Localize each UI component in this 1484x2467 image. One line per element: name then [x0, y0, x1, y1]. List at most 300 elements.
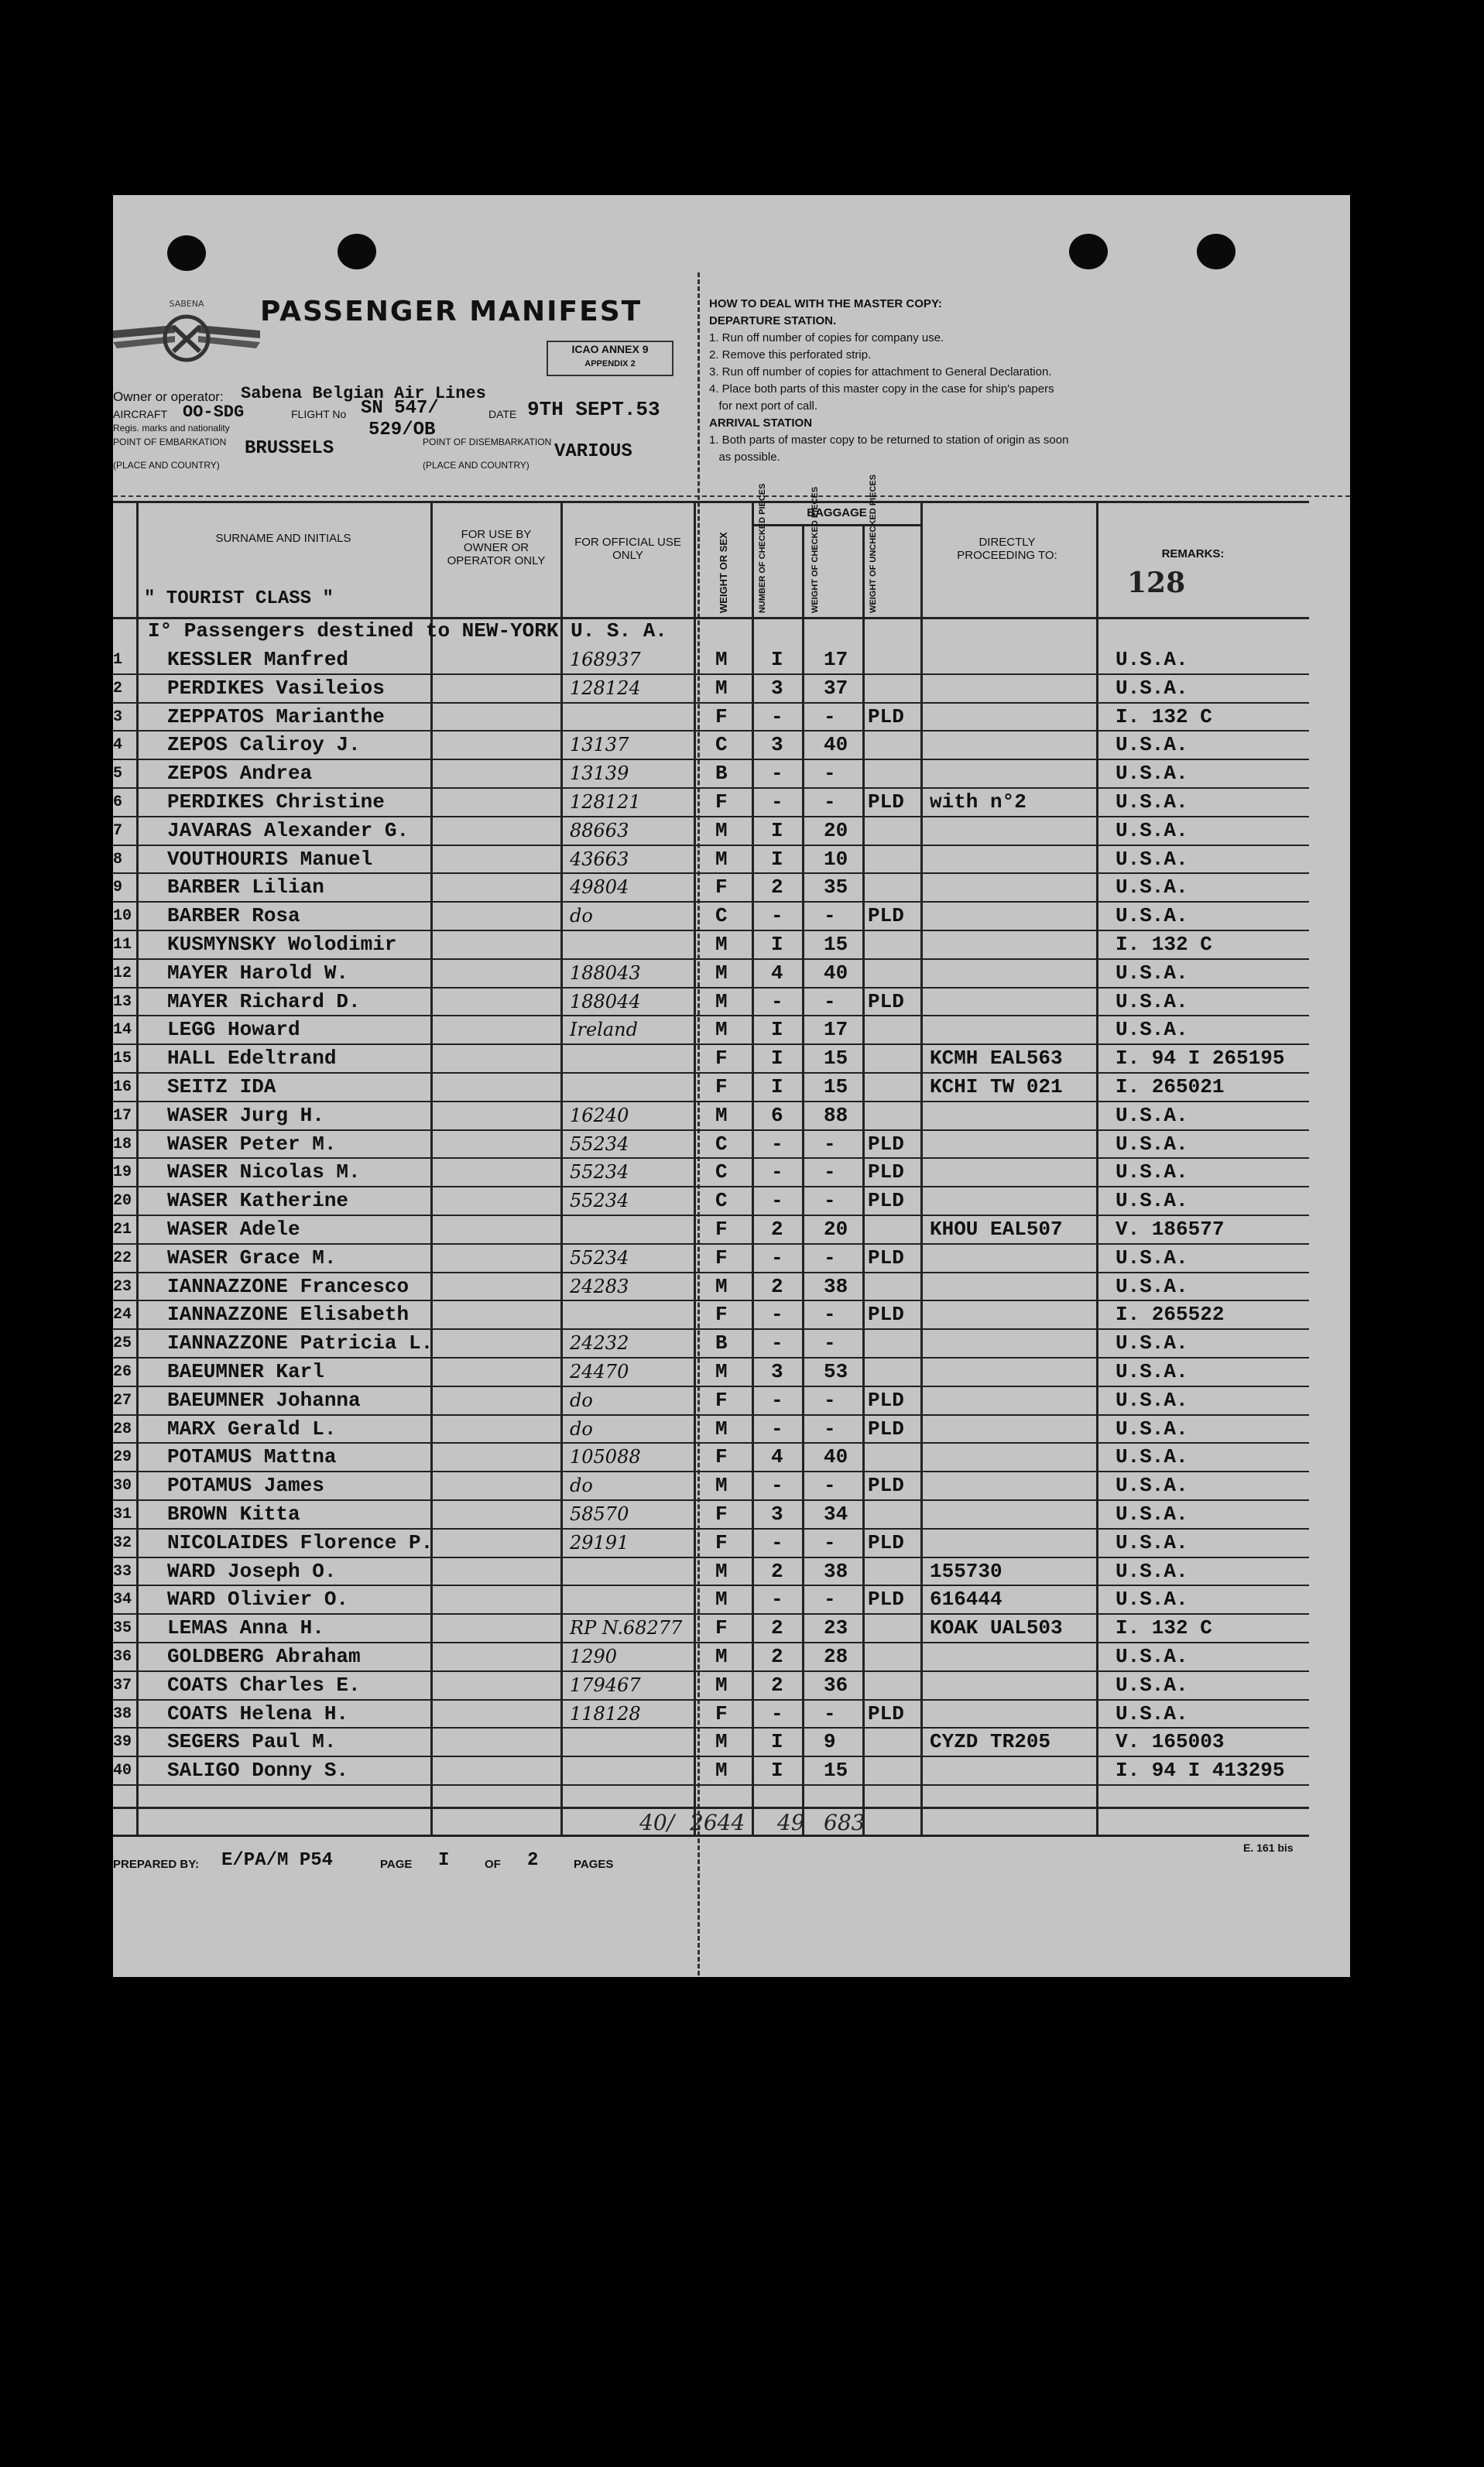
row-number: 38 — [113, 1705, 132, 1723]
official-use-entry: 55234 — [570, 1190, 629, 1212]
punch-hole-left-1 — [167, 235, 206, 271]
checked-pieces: - — [771, 1388, 783, 1412]
passenger-name: WASER Peter M. — [167, 1132, 337, 1156]
weight-or-sex: F — [715, 875, 728, 899]
row-number: 18 — [113, 1135, 132, 1153]
weight-or-sex: C — [715, 904, 728, 928]
checked-weight: - — [824, 1132, 836, 1156]
official-use-entry: 179467 — [570, 1674, 641, 1696]
official-use-entry: do — [570, 905, 593, 927]
col-header-official-use: FOR OFFICIAL USE ONLY — [574, 536, 681, 562]
passenger-name: BROWN Kitta — [167, 1502, 300, 1526]
weight-or-sex: F — [715, 1445, 728, 1469]
row-number: 29 — [113, 1448, 132, 1467]
row-number: 20 — [113, 1192, 132, 1211]
col-header-tourist: " TOURIST CLASS " — [144, 588, 334, 609]
checked-weight: - — [824, 1388, 836, 1412]
page-value: I — [438, 1850, 450, 1871]
weight-or-sex: M — [715, 933, 728, 956]
unchecked-weight: PLD — [868, 1132, 904, 1156]
checked-weight: - — [824, 989, 836, 1013]
weight-or-sex: F — [715, 1075, 728, 1098]
remarks: U.S.A. — [1116, 1559, 1188, 1583]
unchecked-weight: PLD — [868, 704, 904, 728]
row-rule — [113, 1528, 1309, 1530]
checked-pieces: - — [771, 1417, 783, 1441]
unchecked-weight: PLD — [868, 1588, 904, 1612]
remarks: U.S.A. — [1116, 1160, 1188, 1184]
checked-weight: 20 — [824, 1218, 848, 1241]
table-top-border — [113, 501, 1309, 503]
remarks: U.S.A. — [1116, 1530, 1188, 1554]
passenger-name: MAYER Harold W. — [167, 961, 349, 985]
remarks-page-number: 128 — [1127, 567, 1186, 599]
weight-or-sex: M — [715, 676, 728, 700]
passenger-name: IANNAZZONE Patricia L. — [167, 1331, 434, 1355]
passenger-name: WASER Nicolas M. — [167, 1160, 361, 1184]
checked-weight: 9 — [824, 1730, 836, 1754]
remarks: U.S.A. — [1116, 1701, 1188, 1725]
checked-pieces: - — [771, 1530, 783, 1554]
row-rule — [113, 702, 1309, 704]
row-number: 2 — [113, 679, 123, 697]
passenger-name: JAVARAS Alexander G. — [167, 818, 410, 842]
col-header-owner-use: FOR USE BY OWNER OR OPERATOR ONLY — [447, 528, 546, 567]
official-use-entry: 24283 — [570, 1275, 629, 1297]
checked-weight: - — [824, 1588, 836, 1612]
row-number: 11 — [113, 936, 132, 954]
remarks: U.S.A. — [1116, 1588, 1188, 1612]
row-number: 27 — [113, 1391, 132, 1410]
remarks: U.S.A. — [1116, 1103, 1188, 1127]
passenger-name: MAYER Richard D. — [167, 989, 361, 1013]
weight-or-sex: F — [715, 1303, 728, 1327]
weight-or-sex: F — [715, 1701, 728, 1725]
official-use-entry: 29191 — [570, 1531, 629, 1554]
checked-weight: - — [824, 1331, 836, 1355]
remarks: V. 186577 — [1116, 1218, 1225, 1241]
row-rule — [113, 1072, 1309, 1074]
total-weight: 2644 — [690, 1810, 745, 1835]
passenger-name: WARD Joseph O. — [167, 1559, 337, 1583]
master-copy-instructions — [709, 296, 1344, 466]
flight-value: SN 547/ — [361, 398, 439, 419]
remarks: U.S.A. — [1116, 1132, 1188, 1156]
col-border-unch — [920, 501, 923, 1835]
weight-or-sex: M — [715, 1559, 728, 1583]
embark-sub: (PLACE AND COUNTRY) — [113, 460, 220, 471]
official-use-entry: 58570 — [570, 1503, 629, 1525]
official-use-entry: 24232 — [570, 1332, 629, 1355]
row-number: 36 — [113, 1648, 132, 1666]
row-rule — [113, 1557, 1309, 1558]
row-rule — [113, 1357, 1309, 1359]
checked-pieces: - — [771, 762, 783, 786]
remarks: I. 94 I 265195 — [1116, 1047, 1285, 1071]
col-border-pcs — [802, 524, 804, 1835]
baggage-subheader-border — [752, 524, 920, 526]
prepared-by-value: E/PA/M P54 — [221, 1850, 334, 1871]
unchecked-weight: PLD — [868, 1701, 904, 1725]
passenger-name: BARBER Rosa — [167, 904, 300, 928]
weight-or-sex: M — [715, 1360, 728, 1383]
remarks: U.S.A. — [1116, 818, 1188, 842]
weight-or-sex: F — [715, 790, 728, 814]
checked-weight: - — [824, 1530, 836, 1554]
remarks: V. 165003 — [1116, 1730, 1225, 1754]
checked-pieces: - — [771, 1331, 783, 1355]
row-number: 3 — [113, 708, 123, 726]
checked-pieces: I — [771, 648, 783, 671]
checked-weight: 38 — [824, 1559, 848, 1583]
passenger-name: KUSMYNSKY Wolodimir — [167, 933, 397, 956]
col-header-remarks: REMARKS: — [1161, 547, 1225, 560]
weight-or-sex: M — [715, 847, 728, 871]
checked-weight: 40 — [824, 733, 848, 757]
remarks: U.S.A. — [1116, 1388, 1188, 1412]
page-label: PAGE — [380, 1858, 413, 1871]
official-use-entry: 88663 — [570, 819, 629, 841]
row-rule — [113, 845, 1309, 846]
owner-label: Owner or operator: — [113, 389, 224, 404]
checked-weight: 88 — [824, 1103, 848, 1127]
weight-or-sex: M — [715, 1474, 728, 1498]
checked-pieces: 2 — [771, 1616, 783, 1640]
row-rule — [113, 1414, 1309, 1416]
official-use-entry: 55234 — [570, 1161, 629, 1184]
checked-weight: 10 — [824, 847, 848, 871]
passenger-name: IANNAZZONE Francesco — [167, 1274, 410, 1298]
checked-pieces: - — [771, 1132, 783, 1156]
remarks: I. 265522 — [1116, 1303, 1225, 1327]
checked-weight: - — [824, 1701, 836, 1725]
row-rule — [113, 1642, 1309, 1643]
remarks: I. 132 C — [1116, 1616, 1212, 1640]
row-rule — [113, 958, 1309, 960]
totals-top-border — [113, 1807, 1309, 1809]
svg-text:SABENA: SABENA — [169, 299, 204, 309]
remarks: U.S.A. — [1116, 875, 1188, 899]
row-rule — [113, 1015, 1309, 1016]
checked-pieces: I — [771, 1730, 783, 1754]
row-rule — [113, 1585, 1309, 1586]
row-number: 31 — [113, 1506, 132, 1523]
row-number: 34 — [113, 1591, 132, 1609]
weight-or-sex: F — [715, 704, 728, 728]
official-use-entry: RP N.68277 — [570, 1617, 683, 1640]
row-number: 26 — [113, 1363, 132, 1381]
punch-hole-left-2 — [338, 234, 376, 269]
official-use-entry: 188043 — [570, 961, 641, 984]
row-rule — [113, 1699, 1309, 1701]
unchecked-weight: PLD — [868, 1388, 904, 1412]
row-rule — [113, 1328, 1309, 1330]
form-code: E. 161 bis — [1243, 1842, 1294, 1854]
official-use-entry: do — [570, 1389, 593, 1411]
weight-or-sex: B — [715, 762, 728, 786]
remarks: U.S.A. — [1116, 1331, 1188, 1355]
passenger-name: COATS Helena H. — [167, 1701, 349, 1725]
checked-pieces: 2 — [771, 1274, 783, 1298]
row-rule — [113, 730, 1309, 732]
unchecked-weight: PLD — [868, 790, 904, 814]
unchecked-weight: PLD — [868, 1303, 904, 1327]
checked-weight: - — [824, 1417, 836, 1441]
official-use-entry: Ireland — [570, 1019, 638, 1041]
unchecked-weight: PLD — [868, 1474, 904, 1498]
embark-label: POINT OF EMBARKATION — [113, 437, 227, 447]
weight-or-sex: F — [715, 1388, 728, 1412]
weight-or-sex: M — [715, 1588, 728, 1612]
row-number: 7 — [113, 821, 123, 840]
row-rule — [113, 1727, 1309, 1729]
proceeding-to: KHOU EAL507 — [930, 1218, 1063, 1241]
row-number: 4 — [113, 736, 123, 755]
remarks: I. 265021 — [1116, 1075, 1225, 1098]
checked-pieces: 4 — [771, 961, 783, 985]
proceeding-to: KCHI TW 021 — [930, 1075, 1063, 1098]
row-number: 25 — [113, 1335, 132, 1353]
checked-pieces: - — [771, 1303, 783, 1327]
instructions-heading: HOW TO DEAL WITH THE MASTER COPY: — [709, 297, 942, 310]
official-use-entry: 43663 — [570, 848, 629, 870]
checked-pieces: - — [771, 989, 783, 1013]
checked-pieces: - — [771, 1474, 783, 1498]
instruction-line-5: for next port of call. — [709, 399, 818, 413]
instruction-line-3: 3. Run off number of copies for attachment to General Declaration. — [709, 365, 1052, 379]
remarks: I. 94 I 413295 — [1116, 1759, 1285, 1783]
row-number: 37 — [113, 1676, 132, 1694]
passenger-name: NICOLAIDES Florence P. — [167, 1530, 434, 1554]
col-border-num — [136, 501, 139, 1835]
disembark-value: VARIOUS — [554, 441, 632, 462]
checked-weight: 38 — [824, 1274, 848, 1298]
official-use-entry: do — [570, 1417, 593, 1440]
official-use-entry: 49804 — [570, 876, 629, 899]
row-number: 8 — [113, 850, 123, 869]
passenger-name: PERDIKES Christine — [167, 790, 385, 814]
regis-label: Regis. marks and nationality — [113, 423, 230, 433]
perforation-horizontal — [113, 495, 1350, 497]
unchecked-weight: PLD — [868, 989, 904, 1013]
instruction-line-1: 1. Run off number of copies for company use. — [709, 331, 944, 344]
row-rule — [113, 1043, 1309, 1045]
row-rule — [113, 1784, 1309, 1786]
row-rule — [113, 901, 1309, 903]
checked-pieces: 2 — [771, 1559, 783, 1583]
row-number: 13 — [113, 992, 132, 1011]
checked-weight: - — [824, 1303, 836, 1327]
row-number: 1 — [113, 651, 123, 669]
weight-or-sex: M — [715, 1417, 728, 1441]
date-label: DATE — [488, 408, 517, 420]
row-rule — [113, 1243, 1309, 1245]
passenger-name: WASER Katherine — [167, 1189, 349, 1213]
checked-weight: - — [824, 1160, 836, 1184]
remarks: U.S.A. — [1116, 1245, 1188, 1269]
remarks: U.S.A. — [1116, 961, 1188, 985]
proceeding-to: 616444 — [930, 1588, 1002, 1612]
col-header-weight-sex: WEIGHT OR SEX — [718, 532, 729, 613]
col-border-official — [694, 501, 696, 1835]
weight-or-sex: C — [715, 1132, 728, 1156]
remarks: U.S.A. — [1116, 1645, 1188, 1668]
checked-pieces: 6 — [771, 1103, 783, 1127]
weight-or-sex: C — [715, 1189, 728, 1213]
checked-weight: - — [824, 704, 836, 728]
checked-weight: 15 — [824, 1075, 848, 1098]
official-use-entry: 13139 — [570, 762, 629, 785]
aircraft-label: AIRCRAFT — [113, 408, 167, 420]
weight-or-sex: M — [715, 1673, 728, 1697]
of-value: 2 — [527, 1850, 539, 1871]
passenger-name: MARX Gerald L. — [167, 1417, 337, 1441]
checked-weight: 36 — [824, 1673, 848, 1697]
checked-weight: 34 — [824, 1502, 848, 1526]
unchecked-weight: PLD — [868, 1189, 904, 1213]
checked-pieces: - — [771, 1588, 783, 1612]
row-number: 5 — [113, 765, 123, 783]
checked-weight: 15 — [824, 1047, 848, 1071]
date-value: 9TH SEPT.53 — [527, 398, 660, 421]
official-use-entry: 118128 — [570, 1702, 641, 1725]
proceeding-to: 155730 — [930, 1559, 1002, 1583]
row-rule — [113, 1129, 1309, 1131]
remarks: I. 132 C — [1116, 704, 1212, 728]
checked-pieces: - — [771, 1189, 783, 1213]
annex-line1: ICAO ANNEX 9 — [571, 343, 649, 355]
row-rule — [113, 1186, 1309, 1187]
passenger-name: ZEPPATOS Marianthe — [167, 704, 385, 728]
row-number: 28 — [113, 1420, 132, 1438]
passenger-name: BAEUMNER Karl — [167, 1360, 324, 1383]
proceeding-to: KOAK UAL503 — [930, 1616, 1063, 1640]
unchecked-weight: PLD — [868, 1245, 904, 1269]
official-use-entry: 1290 — [570, 1646, 618, 1667]
page-title: PASSENGER MANIFEST — [260, 296, 643, 327]
row-number: 33 — [113, 1562, 132, 1581]
row-number: 22 — [113, 1249, 132, 1267]
checked-weight: 37 — [824, 676, 848, 700]
row-rule — [113, 1499, 1309, 1501]
passenger-name: GOLDBERG Abraham — [167, 1645, 361, 1668]
remarks: U.S.A. — [1116, 1474, 1188, 1498]
remarks: U.S.A. — [1116, 648, 1188, 671]
passenger-name: ZEPOS Andrea — [167, 762, 313, 786]
unchecked-weight: PLD — [868, 1530, 904, 1554]
checked-pieces: I — [771, 1018, 783, 1042]
col-header-checked-weight: WEIGHT OF CHECKED PIECES — [811, 486, 820, 613]
remarks: U.S.A. — [1116, 847, 1188, 871]
col-header-baggage: BAGGAGE — [807, 506, 867, 519]
official-use-entry: 128121 — [570, 791, 641, 813]
weight-or-sex: F — [715, 1616, 728, 1640]
passenger-name: BAEUMNER Johanna — [167, 1388, 361, 1412]
row-number: 9 — [113, 879, 123, 897]
official-use-entry: 13137 — [570, 734, 629, 756]
weight-or-sex: M — [715, 1759, 728, 1783]
checked-weight: - — [824, 1474, 836, 1498]
checked-weight: 17 — [824, 1018, 848, 1042]
remarks: U.S.A. — [1116, 1189, 1188, 1213]
row-number: 35 — [113, 1619, 132, 1638]
remarks: U.S.A. — [1116, 790, 1188, 814]
remarks: U.S.A. — [1116, 904, 1188, 928]
passenger-name: PERDIKES Vasileios — [167, 676, 385, 700]
checked-weight: - — [824, 1245, 836, 1269]
checked-weight: - — [824, 1189, 836, 1213]
checked-pieces: I — [771, 1759, 783, 1783]
weight-or-sex: F — [715, 1502, 728, 1526]
punch-hole-right-1 — [1069, 234, 1108, 269]
aircraft-value: OO-SDG — [183, 403, 245, 422]
remarks: U.S.A. — [1116, 762, 1188, 786]
section-heading: I° Passengers destined to NEW-YORK U. S. A. — [148, 619, 667, 642]
weight-or-sex: M — [715, 1018, 728, 1042]
row-number: 16 — [113, 1078, 132, 1096]
col-header-unchecked-weight: WEIGHT OF UNCHECKED PIECES — [869, 474, 878, 613]
official-use-entry: 128124 — [570, 677, 641, 699]
checked-pieces: 2 — [771, 1645, 783, 1668]
weight-or-sex: C — [715, 1160, 728, 1184]
row-number: 15 — [113, 1050, 132, 1068]
remarks: U.S.A. — [1116, 733, 1188, 757]
remarks: U.S.A. — [1116, 989, 1188, 1013]
col-border-name — [430, 501, 433, 1835]
checked-weight: - — [824, 762, 836, 786]
total-baggage-weight: 683 — [824, 1810, 865, 1835]
row-rule — [113, 1157, 1309, 1159]
passenger-name: POTAMUS Mattna — [167, 1445, 337, 1469]
checked-pieces: I — [771, 1047, 783, 1071]
punch-hole-right-2 — [1197, 234, 1236, 269]
col-header-checked-pieces: NUMBER OF CHECKED PIECES — [758, 483, 767, 613]
remarks: U.S.A. — [1116, 1673, 1188, 1697]
checked-pieces: - — [771, 1245, 783, 1269]
of-label: OF — [485, 1858, 501, 1871]
checked-weight: 23 — [824, 1616, 848, 1640]
checked-pieces: 3 — [771, 1360, 783, 1383]
row-number: 12 — [113, 964, 132, 982]
passenger-name: WASER Jurg H. — [167, 1103, 324, 1127]
row-rule — [113, 816, 1309, 817]
checked-weight: - — [824, 790, 836, 814]
weight-or-sex: M — [715, 1645, 728, 1668]
official-use-entry: 55234 — [570, 1132, 629, 1155]
remarks: U.S.A. — [1116, 1417, 1188, 1441]
proceeding-to: KCMH EAL563 — [930, 1047, 1063, 1071]
instruction-line-4: 4. Place both parts of this master copy in the case for ship's papers — [709, 382, 1054, 396]
departure-heading: DEPARTURE STATION. — [709, 314, 837, 327]
remarks: I. 132 C — [1116, 933, 1212, 956]
passenger-name: WARD Olivier O. — [167, 1588, 349, 1612]
remarks: U.S.A. — [1116, 1360, 1188, 1383]
prepared-by-label: PREPARED BY: — [113, 1858, 200, 1871]
proceeding-to: CYZD TR205 — [930, 1730, 1051, 1754]
official-use-entry: 105088 — [570, 1446, 641, 1468]
unchecked-weight: PLD — [868, 1160, 904, 1184]
checked-pieces: 4 — [771, 1445, 783, 1469]
checked-weight: 53 — [824, 1360, 848, 1383]
total-passenger-count: 40/ — [639, 1810, 675, 1835]
official-use-entry: do — [570, 1475, 593, 1497]
passenger-name: SALIGO Donny S. — [167, 1759, 349, 1783]
weight-or-sex: B — [715, 1331, 728, 1355]
checked-pieces: - — [771, 904, 783, 928]
weight-or-sex: M — [715, 648, 728, 671]
row-rule — [113, 1386, 1309, 1387]
official-use-entry: 55234 — [570, 1246, 629, 1269]
